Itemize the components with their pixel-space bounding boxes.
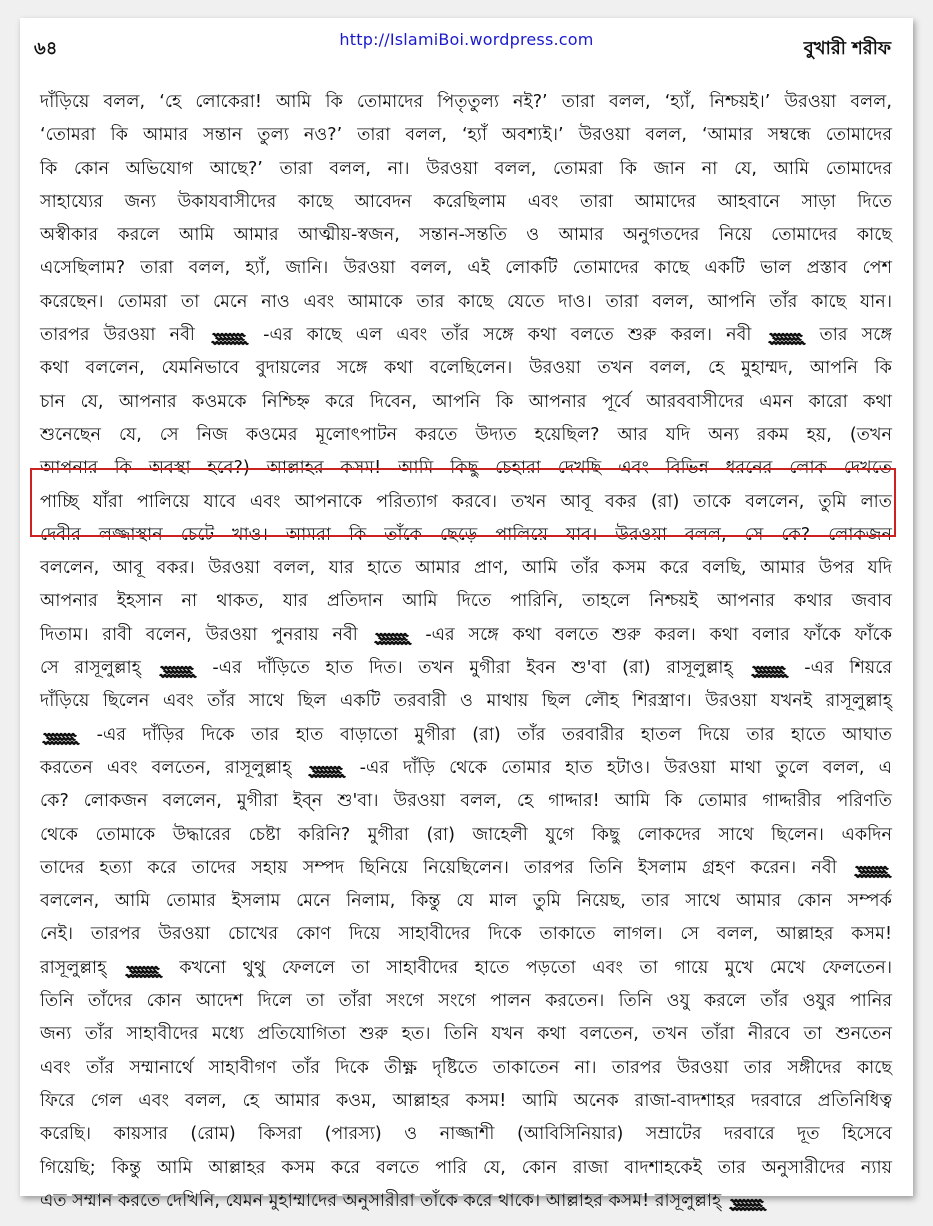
text-segment: করেছেন। তোমরা তা মেনে নাও এবং আমাকে তার কাছে যেতে দাও। তারা বলল, আপনি তাঁর কাছে যান।: [40, 291, 892, 312]
salawat-calligraphy-icon: [768, 327, 804, 343]
text-segment: কে? লোকজন বললেন, মুগীরা ইব্‌ন শু'বা। উরওয়া বলল, হে গাদ্দার! আমি কি তোমার গাদ্দারীর পরিণতি: [40, 791, 892, 812]
text-line: [40, 785, 892, 818]
document-page: [20, 18, 913, 1211]
text-segment: -এর দাঁড়ির দিকে তার হাত বাড়াতো মুগীরা (রা) তাঁর তরবারীর হাতল দিয়ে তার হাতে আঘাত: [96, 724, 892, 745]
text-line: [40, 1118, 892, 1151]
text-segment: দাঁড়িয়ে ছিলেন এবং তাঁর সাথে ছিল একটি তরবারী ও মাথায় ছিল লৌহ শিরস্ত্রাণ। উরওয়া যখনই রাসূলুল্লাহ্: [40, 691, 892, 712]
salawat-calligraphy-icon: [308, 760, 344, 776]
text-line: [40, 685, 892, 718]
text-segment: কখনো থুথু ফেললে তা সাহাবীদের হাতে পড়তো এবং তা গায়ে মুখে মেখে ফেলতেন।: [179, 957, 893, 978]
text-line: [40, 585, 892, 618]
text-segment: -এর কাছে এল এবং তাঁর সঙ্গে কথা বলতে শুরু করল। নবী: [263, 325, 752, 346]
text-segment: পাচ্ছি যাঁরা পালিয়ে যাবে এবং আপনাকে পরিত্যাগ করবে। তখন আবূ বকর (রা) তাকে বললেন, তুমি লাত: [40, 491, 892, 512]
text-line: [40, 552, 892, 585]
text-segment: বললেন, আবূ বকর। উরওয়া বলল, যার হাতে আমার প্রাণ, আমি তাঁর কসম করে বলছি, আমার উপর যদি: [40, 558, 892, 579]
text-segment: থেকে তোমাকে উদ্ধারের চেষ্টা করিনি? মুগীরা (রা) জাহেলী যুগে কিছু লোকদের সাথে ছিলেন। একদিন: [40, 824, 892, 845]
salawat-calligraphy-icon: [42, 727, 78, 743]
text-segment: কি কোন অভিযোগ আছে?’ তারা বলল, না। উরওয়া বলল, তোমরা কি জান না যে, আমি তোমাদের: [40, 158, 892, 179]
text-line: [40, 1085, 892, 1118]
text-segment: ফিরে গেল এবং বলল, হে আমার কওম, আল্লাহর কসম! আমি অনেক রাজা-বাদশাহর দরবারে প্রতিনিধিত্ব: [40, 1090, 892, 1111]
text-segment: আপনার কি অবস্থা হবে?) আল্লাহর কসম! আমি কিছু চেহারা দেখছি এবং বিভিন্ন ধরনের লোক দেখতে: [40, 458, 892, 479]
text-segment: সে রাসূলুল্লাহ্: [40, 658, 141, 679]
text-line: [40, 386, 892, 419]
text-segment: কথা বললেন, যেমনিভাবে বুদায়লের সঙ্গে কথা বলেছিলেন। উরওয়া তখন বলল, হে মুহাম্মদ, আপনি কি: [40, 358, 892, 379]
text-line: [40, 952, 892, 985]
text-segment: সাহায্যের জন্য উকাযবাসীদের কাছে আবেদন করেছিলাম এবং তারা আমাদের আহবানে সাড়া দিতে: [40, 191, 892, 212]
text-segment: দেবীর লজ্জাস্থান চেটে খাও। আমরা কি তাঁকে ছেড়ে পালিয়ে যাব। উরওয়া বলল, সে কে? লোকজন: [40, 524, 892, 545]
page-number: ৬৪: [34, 38, 58, 59]
text-segment: তারপর উরওয়া নবী: [40, 325, 195, 346]
text-line: [40, 752, 892, 785]
text-line: [40, 319, 892, 352]
text-segment: নেই। তারপর উরওয়া চোখের কোণ দিয়ে সাহাবীদের দিকে তাকাতে লাগল। সে বলল, আল্লাহর কসম!: [40, 924, 892, 945]
text-segment: -এর দাঁড়িতে হাত দিত। তখন মুগীরা ইবন শু'বা (রা) রাসূলুল্লাহ্: [212, 658, 733, 679]
text-segment: দাঁড়িয়ে বলল, ‘হে লোকেরা! আমি কি তোমাদের পিতৃতুল্য নই?’ তারা বলল, ‘হ্যাঁ, নিশ্চয়ই।’ উরওয়া বলল,: [40, 92, 892, 112]
text-segment: করেছি। কায়সার (রোম) কিসরা (পারস্য) ও নাজ্জাশী (আবিসিনিয়ার) সম্রাটের দরবারে দূত হিসেবে: [40, 1124, 892, 1145]
text-segment: ‘তোমরা কি আমার সন্তান তুল্য নও?’ তারা বলল, ‘হ্যাঁ অবশ্যই।’ উরওয়া বলল, ‘আমার সম্বন্ধে তোমাদের: [40, 125, 892, 146]
text-segment: তাদের হত্যা করে তাদের সহায় সম্পদ ছিনিয়ে নিয়েছিলেন। তারপর তিনি ইসলাম গ্রহণ করেন। নবী: [40, 857, 837, 878]
text-segment: তার সঙ্গে: [819, 325, 893, 346]
text-line: [40, 885, 892, 918]
watermark-url: http://IslamiBoi.wordpress.com: [339, 30, 594, 49]
salawat-calligraphy-icon: [374, 627, 410, 643]
text-line: [40, 1052, 892, 1085]
salawat-calligraphy-icon: [211, 327, 247, 343]
text-segment: চান যে, আপনার কওমকে নিশ্চিহ্ন করে দিবেন, আপনি কি আপনার পূর্বে আরববাসীদের এমন কারো কথা: [40, 391, 892, 412]
text-line: [40, 619, 892, 652]
text-segment: শুনেছেন যে, সে নিজ কওমের মূলোৎপাটন করতে উদ্যত হয়েছিল? আর যদি অন্য রকম হয়, (তখন: [40, 424, 892, 445]
text-segment: এত সম্মান করতে দেখিনি, যেমন মুহাম্মাদের অনুসারীরা তাঁকে করে থাকে। আল্লাহর কসম! রাসূলুল্লাহ্: [40, 1190, 722, 1211]
text-line: [40, 186, 892, 219]
text-line: [40, 419, 892, 452]
text-segment: করতেন এবং বলতেন, রাসূলুল্লাহ্: [40, 757, 292, 778]
text-line: [40, 852, 892, 885]
text-line: [40, 286, 892, 319]
text-line: [40, 985, 892, 1018]
text-segment: গিয়েছি; কিন্তু আমি আল্লাহর কসম করে বলতে পারি যে, কোন রাজা বাদশাহকেই তার অনুসারীদের ন্যায়: [40, 1157, 892, 1178]
text-line: [40, 918, 892, 951]
text-segment: -এর শিয়রে: [804, 658, 893, 679]
text-segment: জন্য তাঁর সাহাবীদের মধ্যে প্রতিযোগিতা শুরু হত। তিনি যখন কথা বলতেন, তখন তাঁরা নীরবে তা শুনতেন: [40, 1024, 892, 1045]
salawat-calligraphy-icon: [159, 660, 195, 676]
text-line: [40, 252, 892, 285]
text-segment: দিতাম। রাবী বলেন, উরওয়া পুনরায় নবী: [40, 624, 358, 645]
text-segment: অস্বীকার করলে আমি আমার আত্মীয়-স্বজন, সন্তান-সন্ততি ও আমার অনুগতদের নিয়ে তোমাদের কাছে: [40, 225, 892, 246]
text-segment: এবং তাঁর সম্মানার্থে সাহাবীগণ তাঁর দিকে তীক্ষ্ণ দৃষ্টিতে তাকাতেন না। তারপর উরওয়া তার সঙ্গীদের কাছে: [40, 1057, 892, 1078]
highlight-box: [30, 468, 896, 537]
text-line: [40, 153, 892, 186]
text-line: [40, 86, 892, 119]
text-line: [40, 652, 892, 685]
text-line: [40, 1185, 892, 1218]
body-text: [40, 86, 892, 1218]
salawat-calligraphy-icon: [729, 1193, 765, 1209]
text-line: [40, 719, 892, 752]
text-segment: -এর সঙ্গে কথা বলতে শুরু করল। কথা বলার ফাঁকে ফাঁকে: [425, 624, 893, 645]
text-line: [40, 819, 892, 852]
salawat-calligraphy-icon: [125, 960, 161, 976]
text-segment: তিনি তাঁদের কোন আদেশ দিলে তা তাঁরা সংগে সংগে পালন করতেন। তিনি ওযু করলে তাঁর ওযুর পানির: [40, 991, 892, 1012]
salawat-calligraphy-icon: [854, 860, 890, 876]
text-line: [40, 1018, 892, 1051]
text-line: [40, 219, 892, 252]
text-segment: বললেন, আমি তোমার ইসলাম মেনে নিলাম, কিন্তু যে মাল তুমি নিয়েছ, তার সাথে আমার কোন সম্পর্ক: [40, 891, 892, 912]
book-title: বুখারী শরীফ: [803, 38, 891, 59]
text-segment: -এর দাঁড়ি থেকে তোমার হাত হটাও। উরওয়া মাথা তুলে বলল, এ: [359, 757, 893, 778]
salawat-calligraphy-icon: [751, 660, 787, 676]
text-line: [40, 119, 892, 152]
text-line: [40, 1152, 892, 1185]
text-segment: আপনার ইহসান না থাকত, যার প্রতিদান আমি দিতে পারিনি, তাহলে নিশ্চয়ই আপনার কথার জবাব: [40, 591, 892, 612]
text-line: [40, 352, 892, 385]
text-segment: রাসূলুল্লাহ্: [40, 957, 107, 978]
text-segment: এসেছিলাম? তারা বলল, হ্যাঁ, জানি। উরওয়া বলল, এই লোকটি তোমাদের কাছে একটি ভাল প্রস্তাব পেশ: [40, 258, 892, 279]
